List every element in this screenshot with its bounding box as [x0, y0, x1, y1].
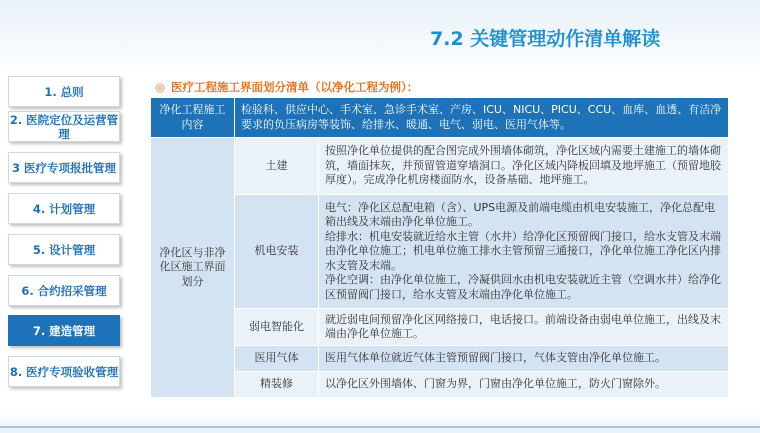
bottom-band [0, 412, 760, 433]
bottom-divider [0, 426, 760, 428]
row-text: 医用气体单位就近气体主管预留阀门接口，气体支管由净化单位施工。 [325, 351, 666, 365]
row-label: 医用气体 [235, 346, 319, 372]
bullet-icon: ◎ [155, 80, 166, 94]
row-value [319, 138, 729, 195]
nav-item-approval[interactable]: 3 医疗专项报批管理 [8, 152, 120, 183]
slide-title: 7.2 关键管理动作清单解读 [430, 28, 661, 50]
row-value [319, 309, 729, 346]
row-text: 给排水：机电安装就近给水主管（水井）给净化区预留阀门接口，给水支管及末端由净化单位施工；机电单位施工排水主管预留三通接口，净化单位施工净化区内排水支管及末端。 [325, 229, 721, 272]
section-title-text: 医疗工程施工界面划分清单（以净化工程为例）： [171, 80, 419, 94]
row-label: 精装修 [235, 372, 319, 398]
row-text: 净化空调：由净化单位施工，冷凝供回水由机电安装就近主管（空调水井）给净化区预留阀门接口，给水支管及末端由净化单位施工。 [325, 273, 721, 301]
row-text: 就近弱电间预留净化区网络接口，电话接口。前端设备由弱电单位施工，出线及末端由净化单位施工。 [325, 312, 721, 340]
nav-item-acceptance[interactable]: 8. 医疗专项验收管理 [8, 356, 120, 387]
nav-item-design[interactable]: 5. 设计管理 [8, 234, 120, 265]
row-value [319, 346, 729, 372]
header-value: 检验科、供应中心、手术室、急诊手术室、产房、ICU、NICU、PICU、CCU、血库、血透、有洁净要求的负压病房等装饰、给排水、暖通、电气、弱电、医用气体等。 [235, 98, 729, 138]
row-text: 以净化区外围墙体、门窗为界，门窗由净化单位施工，防火门窗除外。 [325, 377, 666, 391]
table-header-row [151, 98, 729, 138]
nav-item-procurement[interactable]: 6. 合约招采管理 [8, 275, 120, 306]
nav-item-construction[interactable]: 7. 建造管理 [8, 315, 120, 346]
nav-item-positioning[interactable]: 2. 医院定位及运营管理 [9, 112, 119, 141]
table-row [151, 372, 729, 398]
header-label: 净化工程施工内容 [151, 98, 235, 138]
section-title [155, 79, 418, 95]
table-row [151, 195, 729, 309]
table-row [151, 309, 729, 346]
row-label: 机电安装 [235, 195, 319, 309]
nav-item-general[interactable]: 1. 总则 [8, 76, 120, 107]
interface-table [150, 97, 729, 398]
table-row [151, 346, 729, 372]
row-label: 土建 [235, 138, 319, 195]
row-text: 电气：净化区总配电箱（含）、UPS电源及前端电缆由机电安装施工，净化总配电箱出线及末端由净化单位施工。 [325, 200, 716, 229]
row-label: 弱电智能化 [235, 309, 319, 346]
row-value [319, 372, 729, 398]
nav-item-planning[interactable]: 4. 计划管理 [8, 193, 120, 224]
table-row [151, 138, 729, 195]
row-text: 按照净化单位提供的配合图完成外围墙体砌筑，净化区域内需要土建施工的墙体砌筑，墙面抹灰，并预留管道穿墙洞口。净化区域内降板回填及地坪施工（预留地胶厚度）。完成净化机房楼面防水，设备基础、地坪施工。 [325, 144, 721, 187]
group-label: 净化区与非净化区施工界面划分 [151, 138, 235, 398]
row-value [319, 195, 729, 309]
